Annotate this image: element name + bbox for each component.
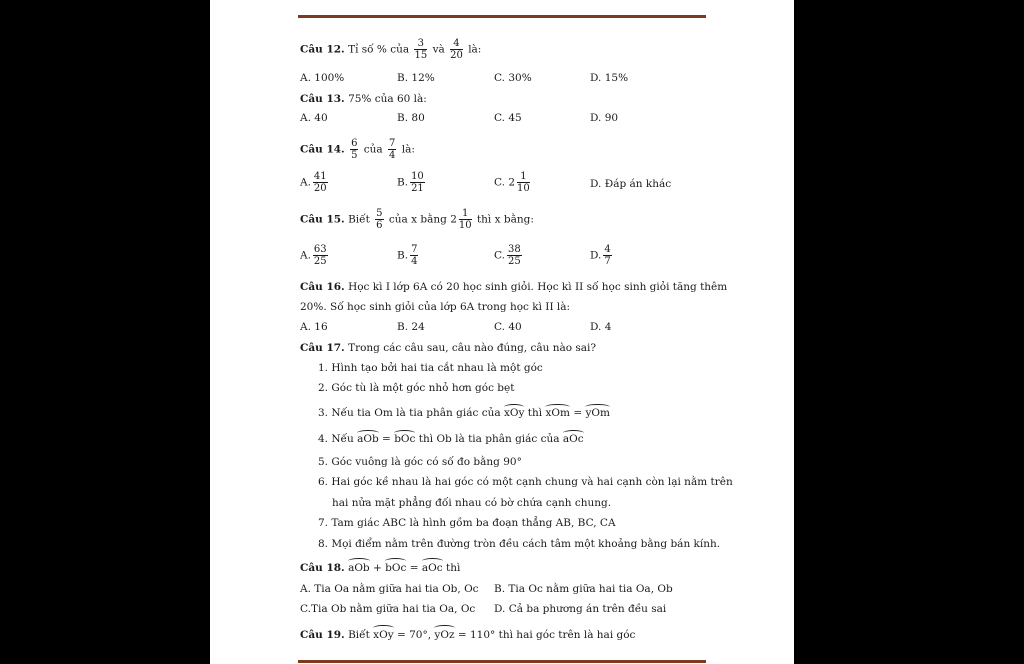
question-16: Câu 16. Học kì I lớp 6A có 20 học sinh giỏi. Học kì II số học sinh giỏi tăng thêm bbox=[300, 281, 728, 293]
statement-1: 1. Hình tạo bởi hai tia cắt nhau là một góc bbox=[318, 362, 543, 374]
statement-4: 4. Nếu aOb = bOc thì Ob là tia phân giác của aOc bbox=[318, 430, 584, 445]
option-d: D. Cả ba phương án trên đều sai bbox=[494, 603, 667, 615]
option-a: A. $\frac{41}{20}$ bbox=[300, 171, 327, 194]
bottom-rule bbox=[298, 660, 706, 663]
option-b: B. $\frac{10}{21}$ bbox=[397, 171, 424, 194]
option-d: D. 4 bbox=[590, 321, 612, 333]
top-rule bbox=[298, 15, 706, 18]
option-c: C.Tia Ob nằm giữa hai tia Oa, Oc bbox=[300, 603, 476, 615]
fraction: $\frac{4}{20}$ bbox=[450, 38, 463, 61]
fraction: $\frac{1}{10}$ bbox=[458, 208, 472, 231]
question-15: Câu 15. Biết $\frac{5}{6}$ của x bằng 2 $\frac{1}{10}$ thì x bằng: bbox=[300, 208, 534, 231]
option-d: D. 15% bbox=[590, 72, 629, 84]
option-b: B. 80 bbox=[397, 112, 425, 124]
angle: yOm bbox=[585, 404, 610, 419]
question-12: Câu 12. Tỉ số % của $\frac{3}{15}$ và $\frac{4}{20}$ là: bbox=[300, 38, 482, 61]
statement-2: 2. Góc tù là một góc nhỏ hơn góc bẹt bbox=[318, 382, 515, 394]
question-17: Câu 17. Trong các câu sau, câu nào đúng, câu nào sai? bbox=[300, 342, 597, 354]
angle: yOz bbox=[434, 625, 454, 642]
fraction: $\frac{6}{5}$ bbox=[351, 138, 358, 161]
option-c: C. $\frac{38}{25}$ bbox=[494, 244, 521, 267]
option-b: B. 24 bbox=[397, 321, 425, 333]
option-a: A. $\frac{63}{25}$ bbox=[300, 244, 327, 267]
option-a: A. 40 bbox=[300, 112, 328, 124]
option-c: C. 40 bbox=[494, 321, 522, 333]
angle: aOc bbox=[422, 558, 443, 575]
option-d: D. 90 bbox=[590, 112, 619, 124]
statement-7: 7. Tam giác ABC là hình gồm ba đoạn thẳng AB, BC, CA bbox=[318, 517, 616, 529]
option-b: B. 12% bbox=[397, 72, 435, 84]
angle: xOy bbox=[504, 404, 524, 419]
question-16-cont: 20%. Số học sinh giỏi của lớp 6A trong học kì II là: bbox=[300, 301, 571, 313]
option-d: D. Đáp án khác bbox=[590, 178, 672, 190]
statement-8: 8. Mọi điểm nằm trên đường tròn đều cách tâm một khoảng bằng bán kính. bbox=[318, 538, 721, 550]
question-14: Câu 14. $\frac{6}{5}$ của $\frac{7}{4}$ là: bbox=[300, 138, 415, 161]
fraction: $\frac{3}{15}$ bbox=[414, 38, 428, 61]
option-a: A. Tia Oa nằm giữa hai tia Ob, Oc bbox=[300, 583, 479, 595]
question-18: Câu 18. aOb + bOc = aOc thì bbox=[300, 558, 460, 575]
option-d: D. $\frac{4}{7}$ bbox=[590, 244, 611, 267]
option-a: A. 100% bbox=[300, 72, 345, 84]
angle: xOy bbox=[373, 625, 393, 642]
angle: aOb bbox=[348, 558, 370, 575]
option-b: B. Tia Oc nằm giữa hai tia Oa, Ob bbox=[494, 583, 673, 595]
statement-6-cont: hai nửa mặt phẳng đối nhau có bờ chứa cạnh chung. bbox=[332, 497, 612, 509]
option-c: C. 2 $\frac{1}{10}$ bbox=[494, 171, 530, 194]
statement-6: 6. Hai góc kề nhau là hai góc có một cạnh chung và hai cạnh còn lại nằm trên bbox=[318, 476, 733, 488]
angle: aOb bbox=[357, 430, 379, 445]
statement-3: 3. Nếu tia Om là tia phân giác của xOy thì xOm = yOm bbox=[318, 404, 610, 419]
document-page bbox=[210, 0, 794, 664]
question-19: Câu 19. Biết xOy = 70°, yOz = 110° thì hai góc trên là hai góc bbox=[300, 625, 635, 642]
fraction: $\frac{7}{4}$ bbox=[389, 138, 396, 161]
angle: aOc bbox=[563, 430, 584, 445]
angle: xOm bbox=[545, 404, 570, 419]
option-a: A. 16 bbox=[300, 321, 328, 333]
option-c: C. 45 bbox=[494, 112, 522, 124]
question-13: Câu 13. 75% của 60 là: bbox=[300, 93, 427, 105]
angle: bOc bbox=[394, 430, 415, 445]
fraction: $\frac{5}{6}$ bbox=[376, 208, 383, 231]
option-c: C. 30% bbox=[494, 72, 532, 84]
angle: bOc bbox=[385, 558, 406, 575]
option-b: B. $\frac{7}{4}$ bbox=[397, 244, 418, 267]
statement-5: 5. Góc vuông là góc có số đo bằng 90° bbox=[318, 456, 522, 468]
